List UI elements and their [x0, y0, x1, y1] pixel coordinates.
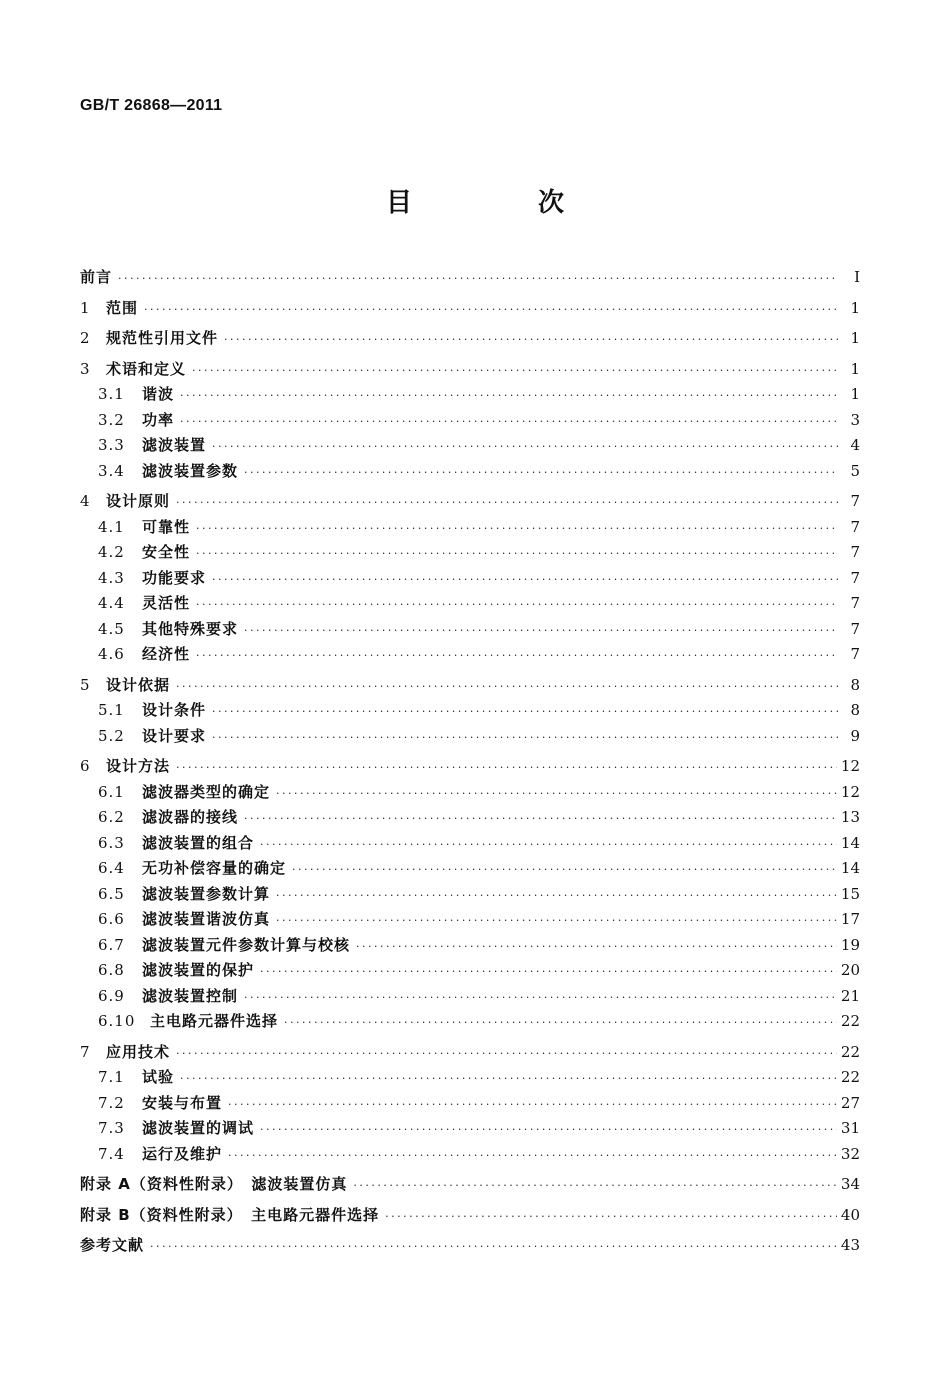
toc-entry-label: 安全性 — [142, 543, 191, 561]
toc-dot-leader — [144, 303, 838, 316]
toc-dot-leader — [353, 1179, 837, 1192]
toc-entry-page-number: 8 — [850, 701, 860, 719]
toc-entry-label: 滤波装置 — [142, 436, 207, 454]
toc-entry-label: 设计依据 — [106, 675, 171, 694]
toc-entry[interactable] — [80, 516, 860, 542]
toc-entry-number: 5 — [80, 675, 91, 694]
toc-entry-number: 1 — [80, 298, 91, 317]
toc-entry-number: 6.10 — [98, 1012, 136, 1030]
toc-dot-leader — [244, 624, 838, 637]
toc-entry[interactable] — [80, 618, 860, 644]
toc-entry[interactable] — [80, 541, 860, 567]
toc-dot-leader — [260, 838, 837, 851]
toc-entry[interactable] — [80, 674, 860, 700]
toc-entry[interactable] — [80, 755, 860, 781]
toc-entry-label: 滤波器类型的确定 — [142, 782, 271, 801]
toc-dot-leader — [118, 272, 838, 285]
toc-dot-leader — [180, 415, 838, 428]
toc-entry-page-number: 7 — [850, 619, 860, 638]
toc-entry[interactable] — [80, 959, 860, 985]
toc-dot-leader — [228, 1149, 837, 1162]
toc-entry-page-number: 17 — [840, 910, 860, 928]
toc-title: 目 次 — [385, 188, 614, 218]
toc-entry-page-number: 22 — [840, 1042, 860, 1061]
toc-entry-label: 安装与布置 — [142, 1093, 223, 1112]
toc-dot-leader — [212, 705, 838, 718]
toc-entry-label: 功率 — [142, 410, 175, 429]
toc-entry-label: 滤波装置控制 — [142, 986, 239, 1005]
toc-entry-page-number: 27 — [840, 1093, 860, 1112]
toc-entry[interactable] — [80, 1117, 860, 1143]
toc-entry-number: 4.6 — [98, 645, 125, 663]
toc-entry-page-number: I — [854, 268, 860, 286]
toc-dot-leader — [244, 991, 837, 1004]
toc-entry-number: 6.2 — [98, 808, 125, 826]
toc-entry-page-number: 22 — [840, 1012, 860, 1030]
toc-entry-label: 应用技术 — [106, 1042, 171, 1061]
toc-dot-leader — [196, 649, 838, 662]
toc-entry-number: 7.3 — [98, 1119, 125, 1137]
toc-dot-leader — [244, 466, 838, 479]
toc-entry[interactable] — [80, 643, 860, 669]
toc-entry[interactable] — [80, 383, 860, 409]
toc-entry-number: 4.2 — [98, 543, 125, 561]
toc-entry-label: 滤波装置的调试 — [142, 1119, 255, 1137]
toc-entry-page-number: 12 — [840, 757, 860, 775]
toc-entry-label: 附录 A（资料性附录） 滤波装置仿真 — [80, 1175, 348, 1193]
toc-entry-page-number: 43 — [840, 1236, 860, 1254]
toc-entry-number: 7.1 — [98, 1068, 125, 1086]
toc-entry[interactable] — [80, 1234, 860, 1260]
toc-dot-leader — [276, 787, 837, 800]
toc-entry-label: 可靠性 — [142, 517, 191, 536]
toc-dot-leader — [260, 1123, 837, 1136]
toc-entry[interactable] — [80, 857, 860, 883]
toc-entry-page-number: 3 — [850, 410, 860, 429]
toc-entry-page-number: 22 — [840, 1068, 860, 1086]
toc-entry-page-number: 19 — [840, 935, 860, 954]
toc-entry-number: 4.5 — [98, 619, 125, 638]
toc-entry-label: 功能要求 — [142, 568, 207, 587]
toc-entry[interactable] — [80, 592, 860, 618]
toc-entry-number: 7.2 — [98, 1093, 125, 1112]
toc-dot-leader — [244, 812, 837, 825]
toc-dot-leader — [292, 863, 837, 876]
toc-entry[interactable] — [80, 934, 860, 960]
toc-entry[interactable] — [80, 1173, 860, 1199]
toc-entry-label: 滤波装置参数 — [142, 461, 239, 480]
toc-entry-label: 设计条件 — [142, 701, 207, 719]
toc-dot-leader — [196, 547, 838, 560]
toc-entry[interactable] — [80, 1041, 860, 1067]
toc-entry[interactable] — [80, 327, 860, 353]
toc-dot-leader — [212, 731, 838, 744]
toc-entry-page-number: 7 — [850, 568, 860, 587]
toc-entry-page-number: 12 — [840, 782, 860, 801]
toc-entry[interactable] — [80, 297, 860, 323]
toc-entry-number: 6.9 — [98, 986, 125, 1005]
toc-entry[interactable] — [80, 266, 860, 292]
toc-entry-label: 滤波装置的组合 — [142, 833, 255, 852]
toc-entry-number: 3.2 — [98, 410, 125, 429]
toc-entry-page-number: 32 — [840, 1144, 860, 1163]
toc-entry[interactable] — [80, 490, 860, 516]
toc-entry[interactable] — [80, 699, 860, 725]
toc-dot-leader — [260, 965, 837, 978]
toc-entry-page-number: 13 — [840, 808, 860, 826]
toc-entry-page-number: 9 — [850, 726, 860, 745]
toc-entry[interactable] — [80, 1143, 860, 1169]
toc-entry-page-number: 7 — [850, 645, 860, 663]
toc-entry-label: 设计原则 — [106, 492, 171, 510]
toc-entry[interactable] — [80, 832, 860, 858]
toc-entry-label: 参考文献 — [80, 1236, 145, 1254]
toc-dot-leader — [150, 1240, 837, 1253]
toc-entry-number: 4.1 — [98, 517, 125, 536]
toc-entry-label: 其他特殊要求 — [142, 619, 239, 638]
toc-dot-leader — [385, 1210, 837, 1223]
toc-dot-leader — [224, 333, 838, 346]
toc-dot-leader — [180, 1072, 837, 1085]
toc-entry-label: 前言 — [80, 268, 113, 286]
toc-entry-number: 6.1 — [98, 782, 125, 801]
toc-entry-label: 试验 — [142, 1068, 175, 1086]
toc-entry-number: 2 — [80, 329, 91, 347]
toc-entry[interactable] — [80, 725, 860, 751]
toc-entry-page-number: 7 — [850, 517, 860, 536]
toc-entry[interactable] — [80, 1204, 860, 1230]
toc-entry-label: 滤波装置元件参数计算与校核 — [142, 935, 351, 954]
toc-entry[interactable] — [80, 985, 860, 1011]
toc-entry-label: 经济性 — [142, 645, 191, 663]
toc-entry[interactable] — [80, 358, 860, 384]
toc-entry-label: 规范性引用文件 — [106, 329, 219, 347]
toc-dot-leader — [196, 522, 838, 535]
toc-entry-page-number: 1 — [850, 385, 860, 403]
toc-entry-label: 设计要求 — [142, 726, 207, 745]
toc-entry-label: 滤波器的接线 — [142, 808, 239, 826]
toc-dot-leader — [228, 1098, 837, 1111]
toc-entry[interactable] — [80, 460, 860, 486]
toc-entry-label: 谐波 — [142, 385, 175, 403]
toc-entry[interactable] — [80, 1092, 860, 1118]
table-of-contents — [80, 266, 860, 1260]
toc-entry[interactable] — [80, 806, 860, 832]
toc-entry-page-number: 1 — [850, 329, 860, 347]
toc-entry-number: 4 — [80, 492, 91, 510]
toc-entry-page-number: 14 — [840, 833, 860, 852]
toc-entry-label: 无功补偿容量的确定 — [142, 859, 287, 877]
toc-entry-page-number: 1 — [850, 298, 860, 317]
toc-entry-page-number: 21 — [840, 986, 860, 1005]
toc-dot-leader — [192, 364, 838, 377]
toc-entry-number: 4.3 — [98, 568, 125, 587]
toc-entry-page-number: 34 — [840, 1175, 860, 1193]
toc-dot-leader — [276, 889, 837, 902]
toc-dot-leader — [356, 940, 837, 953]
toc-entry-number: 3.3 — [98, 436, 125, 454]
toc-entry-number: 6.3 — [98, 833, 125, 852]
toc-entry-label: 滤波装置谐波仿真 — [142, 910, 271, 928]
toc-dot-leader — [176, 1047, 837, 1060]
toc-dot-leader — [180, 389, 838, 402]
toc-entry-number: 6.6 — [98, 910, 125, 928]
toc-entry-number: 6.7 — [98, 935, 125, 954]
toc-entry-number: 6.8 — [98, 961, 125, 979]
toc-entry-label: 滤波装置的保护 — [142, 961, 255, 979]
toc-entry-page-number: 14 — [840, 859, 860, 877]
toc-entry-page-number: 1 — [850, 359, 860, 378]
toc-entry[interactable] — [80, 781, 860, 807]
toc-entry-label: 设计方法 — [106, 757, 171, 775]
toc-entry-page-number: 7 — [850, 492, 860, 510]
toc-entry-number: 6.4 — [98, 859, 125, 877]
toc-entry[interactable] — [80, 1010, 860, 1036]
toc-entry[interactable] — [80, 434, 860, 460]
toc-entry-number: 7 — [80, 1042, 91, 1061]
toc-entry-page-number: 20 — [840, 961, 860, 979]
toc-entry-page-number: 40 — [840, 1205, 860, 1224]
toc-entry-page-number: 31 — [840, 1119, 860, 1137]
toc-entry-page-number: 8 — [850, 675, 860, 694]
toc-entry-page-number: 7 — [850, 543, 860, 561]
toc-dot-leader — [212, 440, 838, 453]
toc-dot-leader — [196, 598, 838, 611]
toc-entry-page-number: 7 — [850, 594, 860, 612]
toc-entry-number: 7.4 — [98, 1144, 125, 1163]
toc-entry-number: 5.2 — [98, 726, 125, 745]
toc-dot-leader — [284, 1016, 837, 1029]
toc-entry-label: 灵活性 — [142, 594, 191, 612]
toc-entry-number: 3.4 — [98, 461, 125, 480]
toc-entry[interactable] — [80, 908, 860, 934]
toc-entry-number: 3 — [80, 359, 91, 378]
toc-entry[interactable] — [80, 409, 860, 435]
toc-dot-leader — [176, 761, 837, 774]
toc-entry-label: 术语和定义 — [106, 359, 187, 378]
toc-entry-label: 滤波装置参数计算 — [142, 884, 271, 903]
toc-entry-number: 5.1 — [98, 701, 125, 719]
toc-entry-number: 6 — [80, 757, 91, 775]
toc-entry-page-number: 5 — [850, 461, 860, 480]
toc-entry[interactable] — [80, 883, 860, 909]
toc-entry-label: 范围 — [106, 298, 139, 317]
toc-dot-leader — [176, 496, 838, 509]
toc-entry-label: 运行及维护 — [142, 1144, 223, 1163]
toc-dot-leader — [276, 914, 837, 927]
toc-entry-number: 6.5 — [98, 884, 125, 903]
toc-entry[interactable] — [80, 567, 860, 593]
toc-entry-page-number: 15 — [840, 884, 860, 903]
toc-entry-number: 3.1 — [98, 385, 125, 403]
toc-entry-number: 4.4 — [98, 594, 125, 612]
toc-entry-page-number: 4 — [850, 436, 860, 454]
toc-dot-leader — [212, 573, 838, 586]
toc-dot-leader — [176, 680, 838, 693]
toc-entry-label: 附录 B（资料性附录） 主电路元器件选择 — [80, 1205, 380, 1224]
toc-entry[interactable] — [80, 1066, 860, 1092]
document-code: GB/T 26868—2011 — [80, 97, 223, 114]
toc-entry-label: 主电路元器件选择 — [150, 1012, 279, 1030]
